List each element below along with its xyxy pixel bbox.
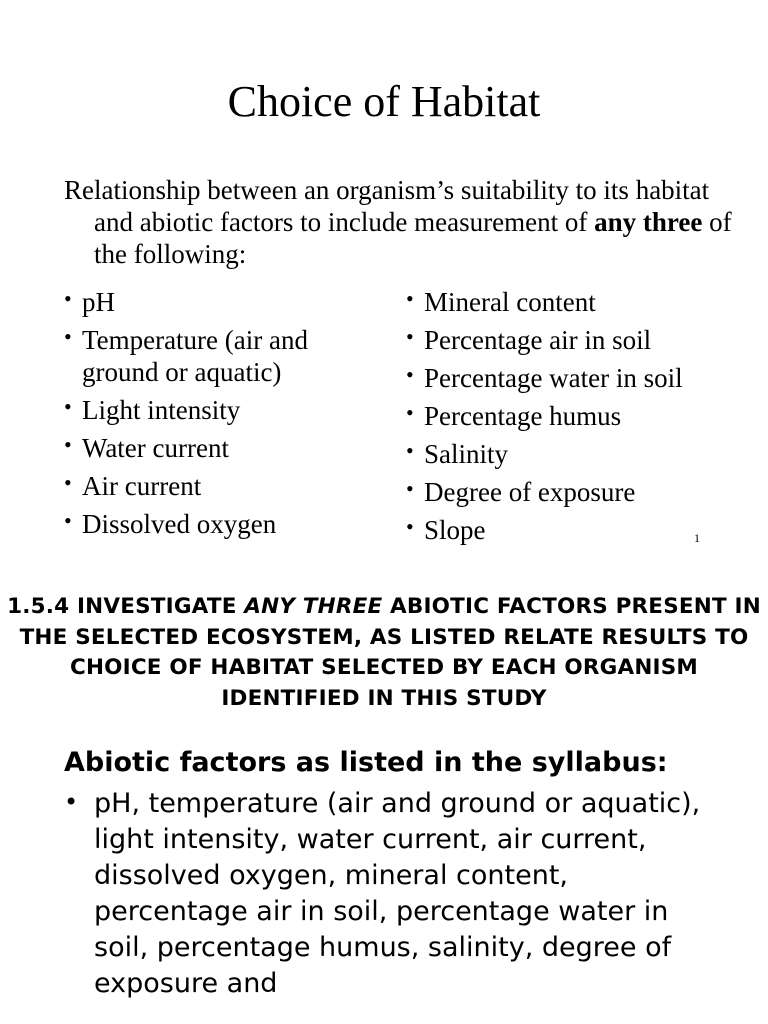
list-item: • Dissolved oxygen (64, 508, 364, 540)
bullet-icon: • (64, 324, 72, 349)
left-factor-list (64, 286, 364, 546)
list-item: • Light intensity (64, 394, 364, 426)
bullet-icon: • (64, 788, 79, 816)
list-item: • pH, temperature (air and ground or aquatic), light intensity, water current, air current, dissolved oxygen, mineral content, percentage air in soil, percentage water in soil, percentage humus, salinity, degree of exposure and (64, 786, 724, 1002)
list-item: • pH (64, 286, 364, 318)
list-item: • Degree of exposure (406, 476, 696, 508)
page-number: 1 (694, 531, 700, 545)
bullet-icon: • (406, 362, 414, 387)
list-item: • Percentage air in soil (406, 324, 696, 356)
heading-text-start: 1.5.4 INVESTIGATE (7, 594, 245, 619)
section-heading (0, 592, 768, 714)
bullet-icon: • (64, 432, 72, 457)
intro-text-start: Relationship between an organism’s suitability to its habitat and abiotic factors to include measurement of (64, 175, 710, 237)
intro-text-end: of the following: (94, 207, 732, 269)
bullet-icon: • (64, 470, 72, 495)
list-item: • Percentage humus (406, 400, 696, 432)
slide-intro (64, 174, 744, 270)
list-item: • Percentage water in soil (406, 362, 696, 394)
list-item: • Mineral content (406, 286, 696, 318)
bullet-icon: • (64, 286, 72, 311)
bullet-icon: • (406, 476, 414, 501)
bullet-icon: • (406, 514, 414, 539)
heading-emphasis: ANY THREE (244, 594, 383, 619)
abiotic-factors-title: Abiotic factors as listed in the syllabus: (64, 747, 668, 778)
intro-emphasis: any three (594, 207, 703, 237)
bullet-icon: • (406, 324, 414, 349)
bullet-icon: • (64, 394, 72, 419)
bullet-icon: • (64, 508, 72, 533)
bullet-icon: • (406, 400, 414, 425)
list-item: • Salinity (406, 438, 696, 470)
heading-text-end: ABIOTIC FACTORS PRESENT IN THE SELECTED ECOSYSTEM, AS LISTED RELATE RESULTS TO CHOICE OF HABITAT SELECTED BY EACH ORGANISM IDENTIFIED IN THIS STUDY (19, 594, 761, 711)
list-item: • Water current (64, 432, 364, 464)
abiotic-factors-list (64, 786, 724, 1002)
list-item: • Temperature (air and ground or aquatic) (64, 324, 364, 388)
right-factor-list (406, 286, 696, 552)
abiotic-factors-section (64, 746, 724, 1002)
list-item: • Air current (64, 470, 364, 502)
bullet-icon: • (406, 286, 414, 311)
slide-title: Choice of Habitat (227, 77, 541, 126)
bullet-icon: • (406, 438, 414, 463)
list-item: • Slope (406, 514, 696, 546)
